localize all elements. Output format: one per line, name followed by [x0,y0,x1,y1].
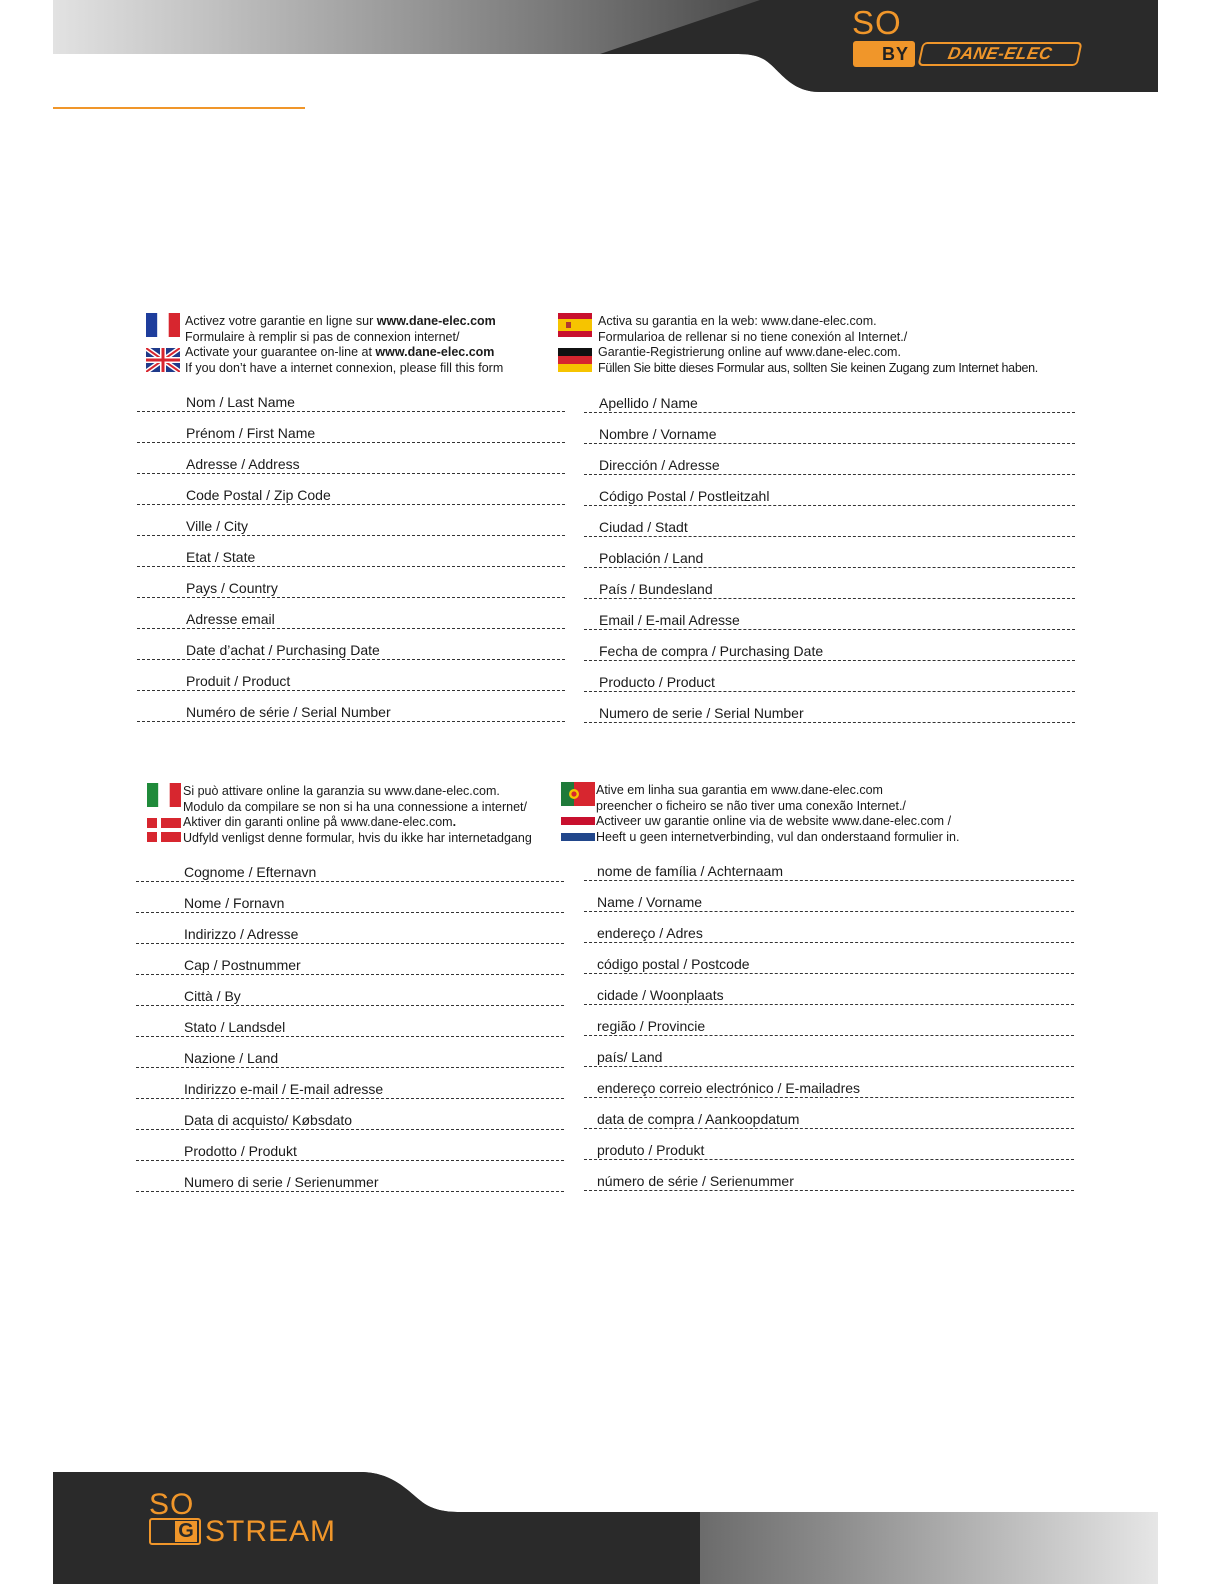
form-field-label: número de série / Serienummer [597,1173,794,1189]
form-field-label: Indirizzo / Adresse [184,926,299,942]
form-field[interactable] [137,691,565,722]
form-field[interactable] [137,598,565,629]
header-logo-so: SO [852,4,902,41]
form-field-label: endereço correio electrónico / E-mailadres [597,1080,861,1096]
form-field[interactable] [137,381,565,412]
form-field-label: Cognome / Efternavn [184,864,317,880]
form-field-label: país/ Land [597,1049,663,1065]
intro-line: Formulaire à remplir si pas de connexion internet/ [185,329,460,344]
form-field[interactable] [584,1160,1074,1191]
form-field[interactable] [137,629,565,660]
header-logo-by: BY [853,41,915,67]
form-field-label: endereço / Adres [597,925,703,941]
section-1-intro [185,314,503,376]
intro-line: Modulo da compilare se non si ha una connessione a internet/ [183,799,527,814]
form-field[interactable] [584,537,1075,568]
form-field[interactable] [584,475,1075,506]
orange-rule [53,107,305,109]
germany-flag-icon [558,348,592,372]
intro-line: preencher o ficheiro se não tiver uma conexão Internet./ [596,798,906,813]
intro-line: Füllen Sie bitte dieses Formular aus, sollten Sie keinen Zugang zum Internet haben. [598,360,1038,375]
form-field[interactable] [584,506,1075,537]
form-field[interactable] [137,567,565,598]
form-field-label: Date d’achat / Purchasing Date [186,642,380,658]
form-field[interactable] [584,943,1074,974]
form-field-label: Código Postal / Postleitzahl [599,488,770,504]
form-field[interactable] [584,912,1074,943]
form-field-label: código postal / Postcode [597,956,750,972]
form-field-label: Code Postal / Zip Code [186,487,331,503]
intro-line: Activeer uw garantie online via de website www.dane-elec.com / [596,814,952,828]
form-field-label: Stato / Landsdel [184,1019,286,1035]
form-field[interactable] [584,1098,1074,1129]
intro-line: Udfyld venligst denne formular, hvis du ikke har internetadgang [183,830,532,845]
form-field-label: Adresse / Address [186,456,300,472]
form-field[interactable] [584,692,1075,723]
form-field[interactable] [584,974,1074,1005]
form-field-label: Email / E-mail Adresse [599,612,740,628]
form-field[interactable] [584,661,1075,692]
intro-line: Garantie-Registrierung online auf www.dane-elec.com. [598,345,901,359]
intro-line: Activate your guarantee on-line at www.dane-elec.com [185,345,495,359]
intro-line: Ative em linha sua garantia em www.dane-elec.com [596,783,883,797]
form-field[interactable] [136,1006,564,1037]
form-field-label: região / Provincie [597,1018,706,1034]
netherlands-flag-icon [561,817,595,841]
form-field[interactable] [584,568,1075,599]
intro-line: Aktiver din garanti online på www.dane-elec.com. [183,815,457,829]
intro-line: Formularioa de rellenar si no tiene conexión al Internet./ [598,329,908,344]
form-field[interactable] [136,1037,564,1068]
intro-line: Activa su garantia en la web: www.dane-elec.com. [598,314,877,328]
form-field-label: Numero di serie / Serienummer [184,1174,379,1190]
form-field-label: Apellido / Name [599,395,698,411]
intro-line: Heeft u geen internetverbinding, vul dan onderstaand formulier in. [596,829,960,844]
form-field-label: Producto / Product [599,674,715,690]
form-field-label: nome de família / Achternaam [597,863,783,879]
form-field[interactable] [584,1129,1074,1160]
intro-line: Activez votre garantie en ligne sur www.dane-elec.com [185,314,496,328]
section-3-intro [183,784,532,846]
form-field-label: Nazione / Land [184,1050,279,1066]
form-field[interactable] [136,851,564,882]
form-field-label: Nome / Fornavn [184,895,285,911]
spain-flag-icon [558,313,592,337]
section-3-flags [147,783,181,853]
form-field-label: Prénom / First Name [186,425,316,441]
form-field[interactable] [137,660,565,691]
form-field[interactable] [136,1068,564,1099]
form-field-label: Prodotto / Produkt [184,1143,297,1159]
form-field[interactable] [584,881,1074,912]
form-field[interactable] [137,412,565,443]
form-field[interactable] [137,536,565,567]
form-field-label: Numero de serie / Serial Number [599,705,804,721]
form-field[interactable] [584,1067,1074,1098]
section-4-intro [596,783,959,845]
form-field-label: Name / Vorname [597,894,703,910]
form-field[interactable] [584,382,1075,413]
form-field-label: Città / By [184,988,241,1004]
intro-line: Si può attivare online la garanzia su www.dane-elec.com. [183,784,500,798]
form-field[interactable] [584,1036,1074,1067]
intro-line: If you don’t have a internet connexion, please fill this form [185,360,504,375]
form-field-label: Ciudad / Stadt [599,519,688,535]
form-field[interactable] [136,882,564,913]
form-field-label: País / Bundesland [599,581,713,597]
form-field[interactable] [136,944,564,975]
form-field-label: Pays / Country [186,580,278,596]
form-field[interactable] [136,1161,564,1192]
form-field[interactable] [584,850,1074,881]
form-field[interactable] [584,599,1075,630]
form-field-label: Población / Land [599,550,704,566]
form-field[interactable] [136,975,564,1006]
form-field-label: Numéro de série / Serial Number [186,704,391,720]
form-field-label: Indirizzo e-mail / E-mail adresse [184,1081,384,1097]
header-logo-dane-elec: DANE-ELEC [917,42,1082,66]
form-field-label: Cap / Postnummer [184,957,301,973]
form-field[interactable] [136,1099,564,1130]
form-field-label: data de compra / Aankoopdatum [597,1111,800,1127]
form-field-label: cidade / Woonplaats [597,987,724,1003]
section-2-intro [598,314,1038,376]
form-field[interactable] [137,505,565,536]
form-field-label: produto / Produkt [597,1142,705,1158]
footer-logo-so: SO [149,1488,195,1521]
section-2-flags [558,313,592,383]
form-field[interactable] [584,630,1075,661]
form-field-label: Nom / Last Name [186,394,295,410]
form-field-label: Produit / Product [186,673,291,689]
form-field-label: Nombre / Vorname [599,426,717,442]
form-field[interactable] [136,913,564,944]
portugal-flag-icon [561,782,595,806]
form-field[interactable] [584,413,1075,444]
form-field[interactable] [136,1130,564,1161]
section-1-flags [146,313,180,383]
form-field-label: Ville / City [186,518,248,534]
denmark-flag-icon [147,818,181,842]
italy-flag-icon [147,783,181,807]
footer-logo-g: G [149,1518,201,1545]
section-4-flags [561,782,595,852]
uk-flag-icon [146,348,180,372]
france-flag-icon [146,313,180,337]
form-field[interactable] [137,443,565,474]
footer-logo-stream: STREAM [205,1515,337,1548]
form-field[interactable] [584,444,1075,475]
form-field-label: Etat / State [186,549,256,565]
form-field[interactable] [584,1005,1074,1036]
form-field[interactable] [137,474,565,505]
form-field-label: Fecha de compra / Purchasing Date [599,643,824,659]
form-field-label: Dirección / Adresse [599,457,720,473]
form-field-label: Adresse email [186,611,275,627]
form-field-label: Data di acquisto/ Købsdato [184,1112,353,1128]
